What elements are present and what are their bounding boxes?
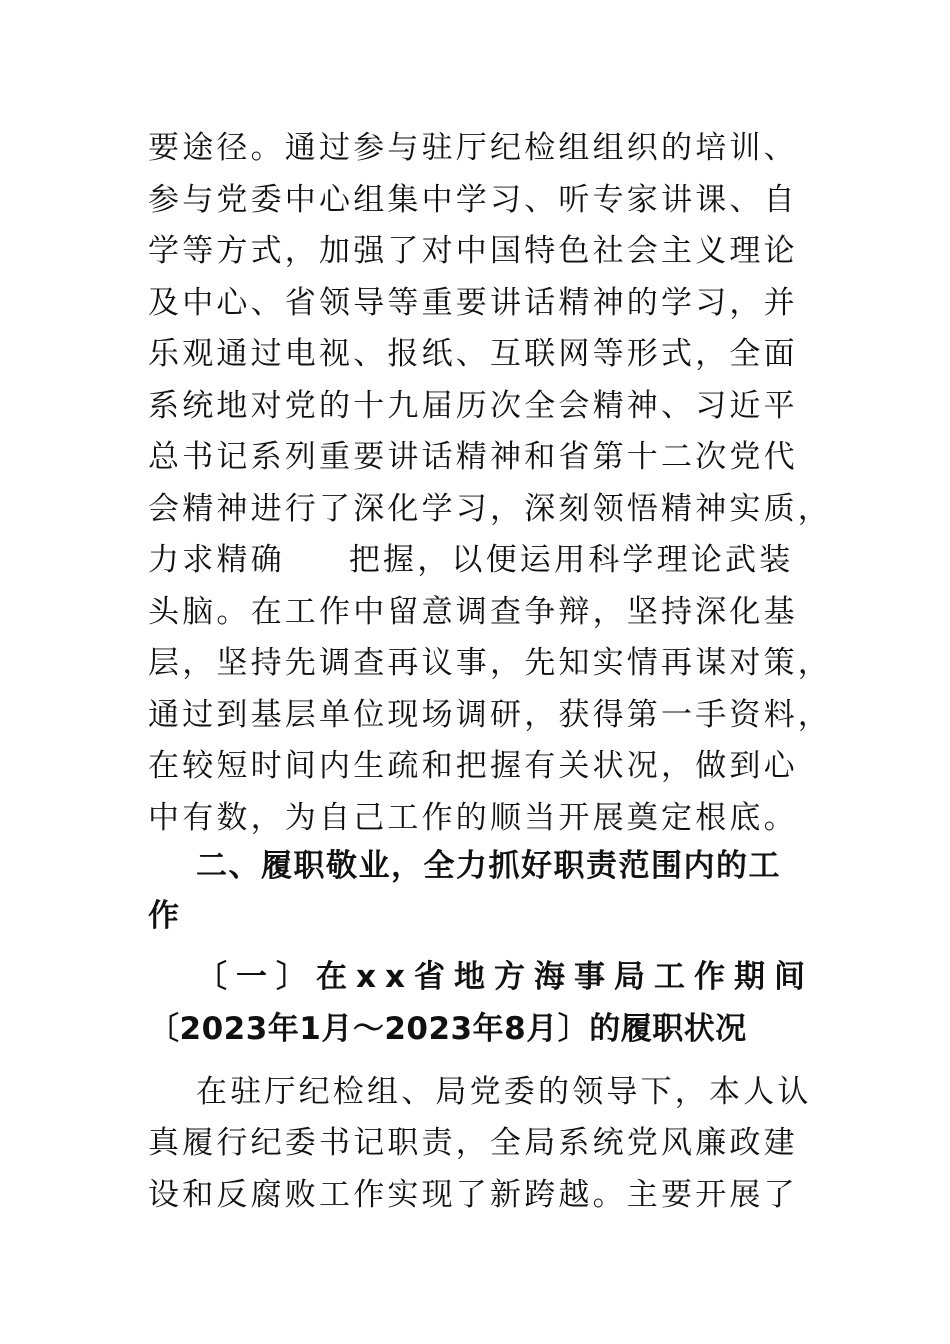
body-text-line: 在较短时间内生疏和把握有关状况，做到心 — [148, 748, 798, 784]
section-heading: 二、履职敬业，全力抓好职责范围内的工 — [196, 848, 781, 884]
body-text-line: 系统地对党的十九届历次全会精神、习近平 — [148, 388, 798, 424]
body-text-line: 层，坚持先调查再议事，先知实情再谋对策， — [148, 645, 832, 681]
section-heading-continuation: 作 — [148, 898, 181, 934]
body-text-fragment: 把握，以便运用科学理论武装 — [348, 542, 794, 578]
body-text-line: 设和反腐败工作实现了新跨越。主要开展了 — [148, 1177, 798, 1213]
body-text-line: 及中心、省领导等重要讲话精神的学习，并 — [148, 285, 798, 321]
body-text-line: 要途径。通过参与驻厅纪检组组织的培训、 — [148, 130, 798, 166]
body-text-fragment: 力求精确 — [148, 542, 285, 578]
subsection-heading: 〔一〕在xx省地方海事局工作期间 — [196, 959, 814, 995]
body-text-line: 会精神进行了深化学习，深刻领悟精神实质， — [148, 491, 832, 527]
body-text-line: 在驻厅纪检组、局党委的领导下，本人认 — [196, 1074, 812, 1110]
body-text-line: 学等方式，加强了对中国特色社会主义理论 — [148, 233, 798, 269]
body-text-line: 真履行纪委书记职责，全局系统党风廉政建 — [148, 1125, 798, 1161]
body-text-line: 通过到基层单位现场调研，获得第一手资料， — [148, 697, 832, 733]
body-text-line — [148, 535, 818, 585]
body-text-line: 中有数，为自己工作的顺当开展奠定根底。 — [148, 800, 798, 836]
body-text-line: 头脑。在工作中留意调查争辩，坚持深化基 — [148, 594, 798, 630]
body-text-line: 乐观通过电视、报纸、互联网等形式，全面 — [148, 336, 798, 372]
body-text-line: 参与党委中心组集中学习、听专家讲课、自 — [148, 182, 798, 218]
body-text-line: 总书记系列重要讲话精神和省第十二次党代 — [148, 439, 798, 475]
subsection-heading-continuation: 〔2023年1月～2023年8月〕的履职状况 — [148, 1011, 747, 1047]
